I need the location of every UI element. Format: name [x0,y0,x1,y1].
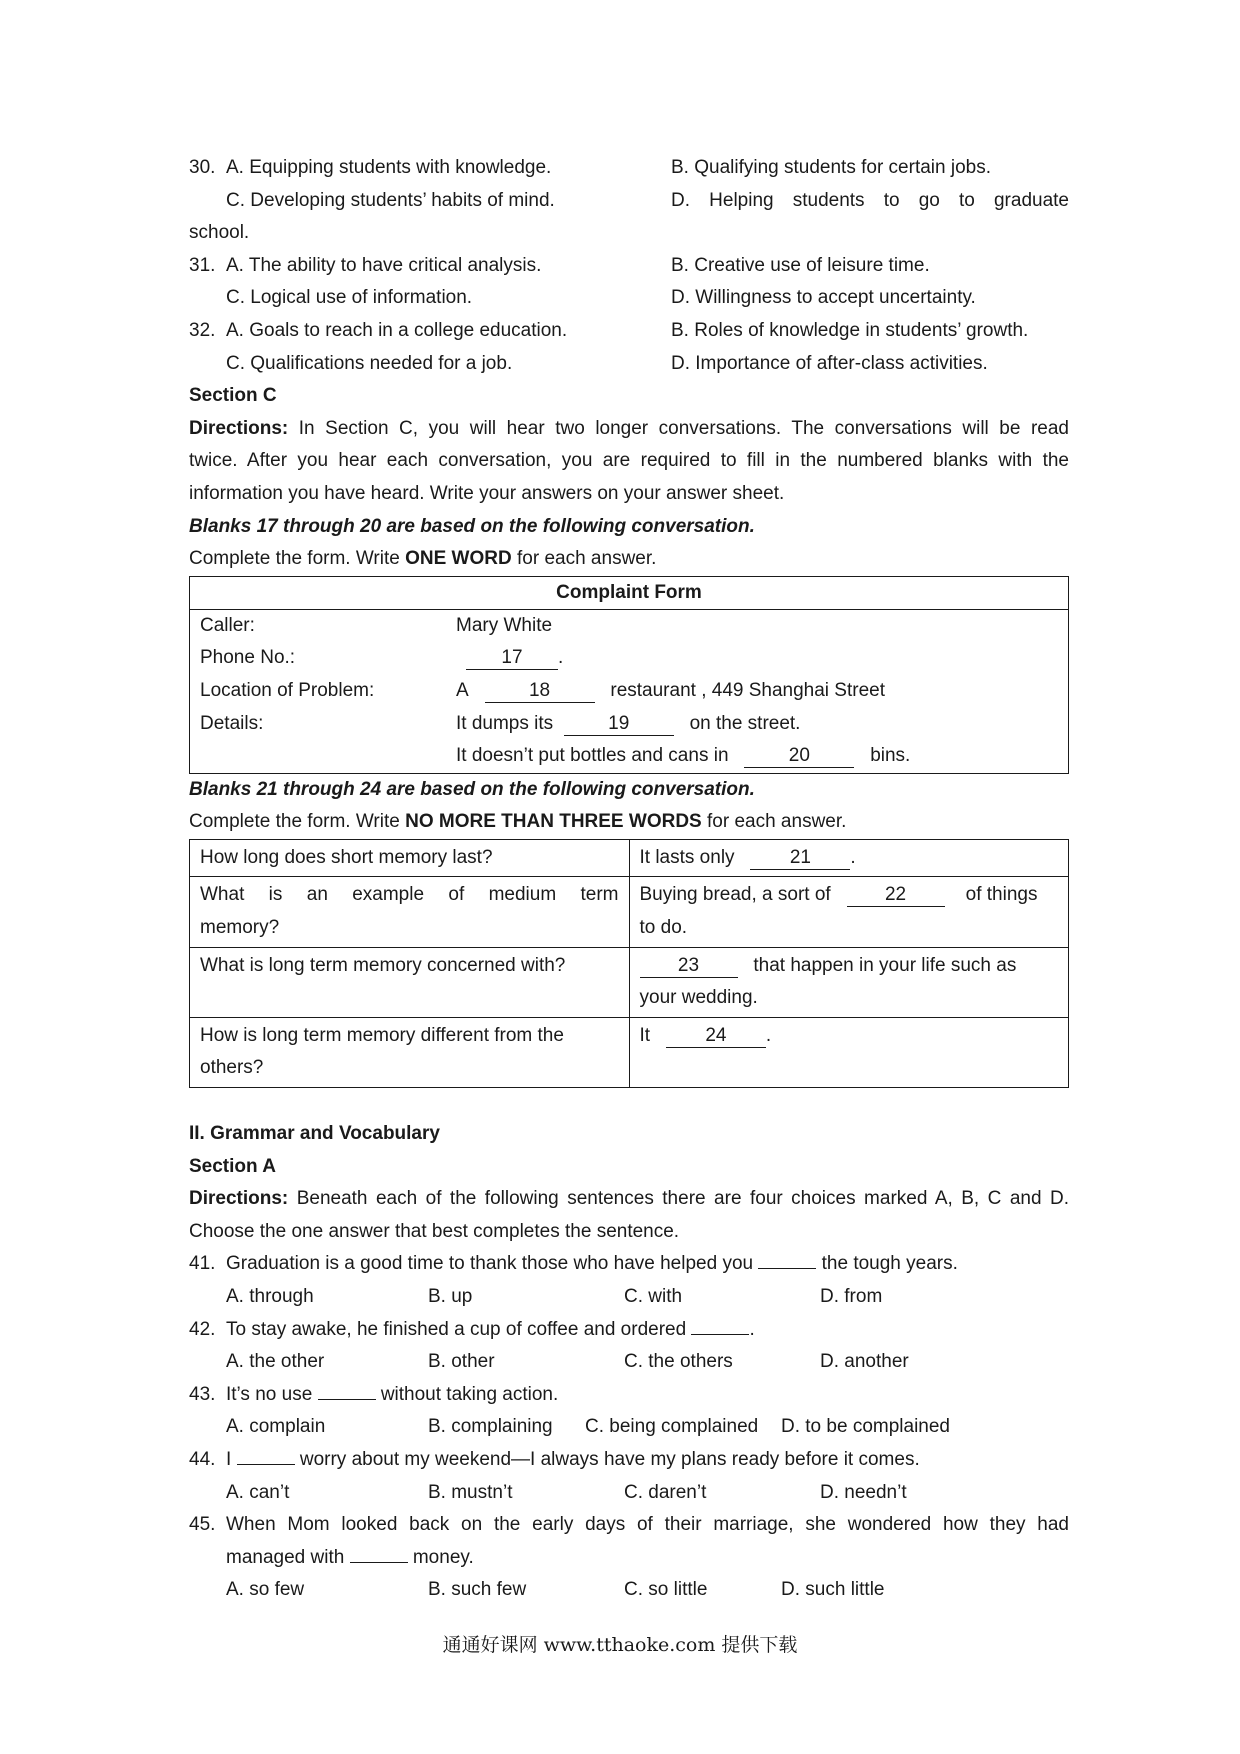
directions-label: Directions: [189,417,289,439]
question-text: How is long term memory different from the [200,1024,564,1046]
option-b[interactable]: B. such few [428,1579,527,1601]
question-text: managed with [226,1546,345,1568]
section-c-directions-line2: twice. After you hear each conversation, you are required to fill in the numbered blanks with the [189,450,1069,472]
section-c-directions-line1 [189,413,1069,446]
conversation-1-instructions [189,543,1069,576]
complaint-form-table [189,576,1069,774]
option-b[interactable]: B. mustn’t [428,1481,513,1503]
option-c[interactable]: C. daren’t [624,1481,707,1503]
question-41 [189,1248,1069,1281]
option-c[interactable]: C. so little [624,1579,708,1601]
instr-text: for each answer. [511,548,657,570]
part-ii-directions-line2: Choose the one answer that best completes the sentence. [189,1220,680,1242]
phone-row: Phone No.: 17 . [200,642,1058,675]
question-number: 42. [189,1318,216,1340]
part-ii-title: II. Grammar and Vocabulary [189,1123,440,1145]
option-b: B. Qualifying students for certain jobs. [671,157,991,178]
question-text: the tough years. [821,1253,958,1275]
location-row [200,675,1058,708]
blank-21[interactable]: 21 [750,847,850,870]
question-text: money. [412,1546,474,1568]
question-44 [189,1444,1069,1477]
option-b: B. Roles of knowledge in students’ growth. [671,319,1029,341]
option-a: A. Goals to reach in a college education. [226,319,568,341]
question-text: When Mom looked back on the early days of their marriage, she wondered how they had [226,1514,1069,1536]
caller-value: Mary White [456,614,553,636]
question-text: I [226,1448,232,1470]
instr-bold: ONE WORD [405,548,512,570]
question-31-row2 [189,282,1069,315]
answer-text: It lasts only [639,846,735,868]
location-suffix: restaurant , 449 Shanghai Street [610,679,886,701]
option-b[interactable]: B. complaining [428,1416,553,1438]
details-text: on the street. [689,712,801,734]
option-b[interactable]: B. other [428,1351,495,1373]
part-ii-directions-line1 [189,1183,1069,1216]
answer-text: your wedding. [639,987,758,1009]
answer-text: of things [965,884,1038,906]
question-text: . [749,1318,755,1340]
complaint-form-title: Complaint Form [190,576,1069,609]
directions-text: In Section C, you will hear two longer conversations. The conversations will be read [288,417,1069,439]
question-45 [189,1509,1069,1542]
question-cell: What is long term memory concerned with? [190,947,630,1017]
question-text: without taking action. [380,1383,559,1405]
table-row [190,839,1069,877]
table-row [190,877,1069,947]
blank-23[interactable]: 23 [640,955,738,978]
details-label: Details: [200,712,264,734]
question-31 [189,250,1069,283]
option-c[interactable]: C. the others [624,1351,733,1373]
details-text: bins. [870,745,911,767]
option-a[interactable]: A. so few [226,1579,305,1601]
question-number: 45. [189,1514,216,1536]
section-c-directions-line3: information you have heard. Write your answers on your answer sheet. [189,482,785,504]
directions-label: Directions: [189,1188,289,1210]
question-text: Graduation is a good time to thank those who have helped you [226,1253,754,1275]
question-43 [189,1379,1069,1412]
question-41-options [189,1281,1069,1314]
caller-label: Caller: [200,614,255,636]
question-30-row2 [189,185,1069,218]
caller-row [200,610,1058,643]
answer-text: that happen in your life such as [753,954,1017,976]
answer-blank[interactable] [237,1445,295,1465]
part-ii-section-title: Section A [189,1155,276,1177]
phone-label: Phone No.: [200,647,296,669]
question-44-options [189,1477,1069,1510]
details-row-1 [200,708,1058,741]
answer-blank[interactable] [318,1380,376,1400]
location-label: Location of Problem: [200,679,375,701]
question-number: 32. [189,319,216,341]
question-text: others? [200,1057,264,1079]
option-d[interactable]: D. to be complained [781,1416,950,1438]
option-c: C. Developing students’ habits of mind. [226,189,555,211]
option-b: B. Creative use of leisure time. [671,254,930,276]
exam-page [189,152,1069,1607]
question-text: memory? [200,917,280,939]
option-c[interactable]: C. with [624,1286,683,1307]
option-c: C. Logical use of information. [226,287,473,309]
answer-text: to do. [639,917,688,939]
blank-22[interactable]: 22 [847,884,945,907]
answer-text: It [639,1024,651,1046]
question-32 [189,315,1069,348]
option-d[interactable]: D. another [820,1351,909,1373]
details-row-2 [200,740,1058,773]
blank-24[interactable]: 24 [666,1025,766,1048]
details-text: It doesn’t put bottles and cans in [456,745,729,767]
option-a[interactable]: A. can’t [226,1481,290,1503]
question-32-row2 [189,348,1069,381]
conversation-1-heading: Blanks 17 through 20 are based on the following conversation. [189,515,755,537]
instr-text: Complete the form. Write [189,811,406,833]
table-row [190,947,1069,1017]
instr-text: for each answer. [701,811,847,833]
question-cell [190,1017,630,1087]
blank-19[interactable]: 19 [564,713,674,736]
question-text: worry about my weekend—I always have my plans ready before it comes. [299,1448,920,1470]
question-42-options [189,1346,1069,1379]
option-c: C. Qualifications needed for a job. [226,352,513,374]
blank-20[interactable]: 20 [744,745,854,768]
option-d: D. Importance of after-class activities. [671,352,988,374]
question-45-line2 [189,1542,1069,1575]
option-d[interactable]: D. from [820,1286,883,1307]
option-a[interactable]: A. complain [226,1416,326,1438]
question-45-options [189,1574,1069,1607]
details-text: It dumps its [456,712,554,734]
question-text: To stay awake, he finished a cup of coffee and ordered [226,1318,687,1340]
blank-17[interactable]: 17 [466,647,558,670]
blank-18[interactable]: 18 [485,680,595,703]
answer-text: Buying bread, a sort of [639,884,831,906]
option-c[interactable]: C. being complained [585,1416,759,1438]
section-c-title: Section C [189,385,277,407]
conversation-2-heading: Blanks 21 through 24 are based on the following conversation. [189,778,755,800]
option-a: A. Equipping students with knowledge. [226,157,552,178]
option-d: D. Willingness to accept uncertainty. [671,287,976,309]
option-a[interactable]: A. through [226,1286,314,1307]
question-30 [189,152,1069,185]
question-number: 43. [189,1383,216,1405]
question-cell [190,877,630,947]
conversation-2-instructions [189,806,1069,839]
question-number: 31. [189,254,216,276]
question-text: It’s no use [226,1383,313,1405]
answer-cell [629,947,1069,1017]
option-d: D. Helping students to go to graduate [671,189,1069,211]
answer-cell: It lasts only 21 . [629,839,1069,877]
instr-bold: NO MORE THAN THREE WORDS [405,811,702,833]
option-b[interactable]: B. up [428,1286,473,1307]
question-number: 41. [189,1253,216,1275]
table-row [190,1017,1069,1087]
directions-text: Beneath each of the following sentences there are four choices marked A, B, C and D. [288,1188,1069,1210]
option-a: A. The ability to have critical analysis. [226,254,542,276]
answer-cell [629,877,1069,947]
option-a[interactable]: A. the other [226,1351,325,1373]
answer-blank[interactable] [691,1315,749,1335]
answer-blank[interactable] [758,1249,816,1269]
option-d[interactable]: D. such little [781,1579,885,1601]
question-text: What is an example of medium term [200,884,619,906]
question-42 [189,1314,1069,1347]
option-d[interactable]: D. needn’t [820,1481,907,1503]
question-43-options [189,1411,1069,1444]
instr-text: Complete the form. Write [189,548,406,570]
question-number: 44. [189,1448,216,1470]
answer-blank[interactable] [350,1543,408,1563]
option-d-continued: school. [189,222,250,244]
question-number: 30. [189,157,216,178]
location-prefix: A [456,679,469,701]
answer-cell: It 24 . [629,1017,1069,1087]
page-footer: 通通好课网 www.tthaoke.com 提供下载 [442,1634,798,1656]
question-cell: How long does short memory last? [190,839,630,877]
memory-table [189,839,1069,1088]
